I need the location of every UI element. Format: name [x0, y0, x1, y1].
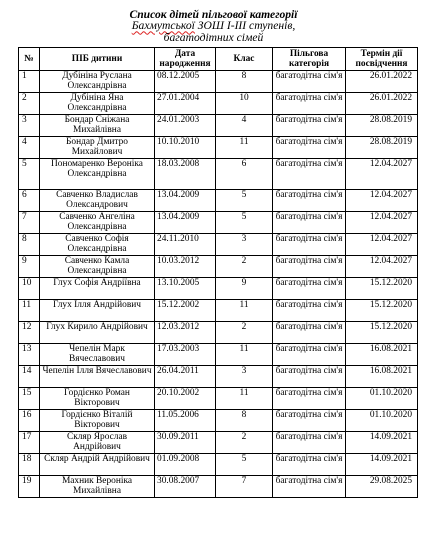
row-number: 3: [19, 115, 40, 137]
class-cell: 11: [216, 344, 273, 366]
table-header-row: [19, 48, 418, 71]
table-row: [19, 137, 418, 159]
category-cell: багатодітна сім'я: [273, 256, 346, 278]
row-number: 2: [19, 93, 40, 115]
child-name: Савченко Владислав Олександрович: [40, 190, 155, 212]
child-name: Скляр Андрій Андрійович: [40, 454, 155, 476]
title-line-1: Список дітей пільгової категорії: [129, 8, 298, 21]
birth-date: 15.12.2002: [155, 300, 216, 322]
class-cell: 3: [216, 234, 273, 256]
child-name: Глух Кирило Андрійович: [40, 322, 155, 344]
row-number: 13: [19, 344, 40, 366]
term-cell: 26.01.2022: [346, 93, 418, 115]
table-row: [19, 344, 418, 366]
category-cell: багатодітна сім'я: [273, 388, 346, 410]
category-cell: багатодітна сім'я: [273, 410, 346, 432]
term-cell: 15.12.2020: [346, 322, 418, 344]
birth-date: 18.03.2008: [155, 159, 216, 190]
title-school-rest: ЗОШ I-III ступенів,: [194, 19, 296, 33]
term-cell: 16.08.2021: [346, 344, 418, 366]
birth-date: 12.03.2012: [155, 322, 216, 344]
category-cell: багатодітна сім'я: [273, 190, 346, 212]
table-row: [19, 71, 418, 93]
header-category: Пільгова категорія: [273, 48, 346, 71]
table-row: [19, 212, 418, 234]
birth-date: 24.11.2010: [155, 234, 216, 256]
title-school-word: Бахмутської: [131, 19, 195, 33]
child-name: Гордієнко Роман Вікторович: [40, 388, 155, 410]
class-cell: 9: [216, 278, 273, 300]
class-cell: 7: [216, 476, 273, 498]
row-number: 5: [19, 159, 40, 190]
child-name: Чепелін Ілля Вячеславович: [40, 366, 155, 388]
table-row: [19, 234, 418, 256]
birth-date: 26.04.2011: [155, 366, 216, 388]
birth-date: 27.01.2004: [155, 93, 216, 115]
class-cell: 10: [216, 93, 273, 115]
document-title: [0, 0, 427, 43]
category-cell: багатодітна сім'я: [273, 322, 346, 344]
birth-date: 30.08.2007: [155, 476, 216, 498]
child-name: Глух Ілля Андрійович: [40, 300, 155, 322]
row-number: 14: [19, 366, 40, 388]
table-row: [19, 432, 418, 454]
category-cell: багатодітна сім'я: [273, 159, 346, 190]
child-name: Савченко Камла Олександрівна: [40, 256, 155, 278]
birth-date: 11.05.2006: [155, 410, 216, 432]
children-table: [18, 47, 418, 498]
row-number: 17: [19, 432, 40, 454]
birth-date: 13.04.2009: [155, 212, 216, 234]
row-number: 19: [19, 476, 40, 498]
birth-date: 30.09.2011: [155, 432, 216, 454]
child-name: Бондар Дмитро Михайлович: [40, 137, 155, 159]
birth-date: 08.12.2005: [155, 71, 216, 93]
term-cell: 12.04.2027: [346, 159, 418, 190]
term-cell: 14.09.2021: [346, 432, 418, 454]
row-number: 18: [19, 454, 40, 476]
child-name: Гордієнко Віталій Вікторович: [40, 410, 155, 432]
row-number: 8: [19, 234, 40, 256]
category-cell: багатодітна сім'я: [273, 300, 346, 322]
term-cell: 15.12.2020: [346, 278, 418, 300]
table-row: [19, 454, 418, 476]
category-cell: багатодітна сім'я: [273, 71, 346, 93]
table-body: [19, 71, 418, 498]
row-number: 6: [19, 190, 40, 212]
child-name: Глух Софія Андріївна: [40, 278, 155, 300]
class-cell: 8: [216, 71, 273, 93]
birth-date: 24.01.2003: [155, 115, 216, 137]
child-name: Бондар Сніжана Михайлівна: [40, 115, 155, 137]
term-cell: 28.08.2019: [346, 137, 418, 159]
header-birth-date: Дата народження: [155, 48, 216, 71]
term-cell: 12.04.2027: [346, 256, 418, 278]
title-line-3: багатодітних сімей: [163, 30, 264, 44]
term-cell: 01.10.2020: [346, 410, 418, 432]
row-number: 1: [19, 71, 40, 93]
child-name: Махник Вероніка Михайлівна: [40, 476, 155, 498]
table-row: [19, 159, 418, 190]
child-name: Савченко Софія Олександрівна: [40, 234, 155, 256]
category-cell: багатодітна сім'я: [273, 366, 346, 388]
class-cell: 8: [216, 410, 273, 432]
category-cell: багатодітна сім'я: [273, 278, 346, 300]
header-number: №: [19, 48, 40, 71]
row-number: 16: [19, 410, 40, 432]
category-cell: багатодітна сім'я: [273, 93, 346, 115]
class-cell: 4: [216, 115, 273, 137]
class-cell: 5: [216, 454, 273, 476]
term-cell: 12.04.2027: [346, 190, 418, 212]
term-cell: 16.08.2021: [346, 366, 418, 388]
header-name: ПІБ дитини: [40, 48, 155, 71]
table-row: [19, 115, 418, 137]
row-number: 10: [19, 278, 40, 300]
category-cell: багатодітна сім'я: [273, 344, 346, 366]
table-row: [19, 190, 418, 212]
category-cell: багатодітна сім'я: [273, 454, 346, 476]
category-cell: багатодітна сім'я: [273, 234, 346, 256]
row-number: 12: [19, 322, 40, 344]
term-cell: 15.12.2020: [346, 300, 418, 322]
term-cell: 01.10.2020: [346, 388, 418, 410]
class-cell: 11: [216, 388, 273, 410]
term-cell: 28.08.2019: [346, 115, 418, 137]
row-number: 4: [19, 137, 40, 159]
child-name: Пономаренко Вероніка Олександрівна: [40, 159, 155, 190]
table-row: [19, 410, 418, 432]
child-name: Дубініна Руслана Олександрівна: [40, 71, 155, 93]
birth-date: 10.03.2012: [155, 256, 216, 278]
category-cell: багатодітна сім'я: [273, 137, 346, 159]
row-number: 11: [19, 300, 40, 322]
row-number: 7: [19, 212, 40, 234]
class-cell: 11: [216, 300, 273, 322]
birth-date: 01.09.2008: [155, 454, 216, 476]
class-cell: 2: [216, 256, 273, 278]
table-row: [19, 366, 418, 388]
child-name: Савченко Ангеліна Олександрівна: [40, 212, 155, 234]
category-cell: багатодітна сім'я: [273, 212, 346, 234]
birth-date: 10.10.2010: [155, 137, 216, 159]
category-cell: багатодітна сім'я: [273, 115, 346, 137]
category-cell: багатодітна сім'я: [273, 432, 346, 454]
child-name: Чепелін Марк Вячеславович: [40, 344, 155, 366]
term-cell: 14.09.2021: [346, 454, 418, 476]
term-cell: 12.04.2027: [346, 234, 418, 256]
term-cell: 29.08.2025: [346, 476, 418, 498]
header-class: Клас: [216, 48, 273, 71]
child-name: Скляр Ярослав Андрійович: [40, 432, 155, 454]
birth-date: 17.03.2003: [155, 344, 216, 366]
table-row: [19, 256, 418, 278]
birth-date: 13.10.2005: [155, 278, 216, 300]
class-cell: 5: [216, 212, 273, 234]
category-cell: багатодітна сім'я: [273, 476, 346, 498]
table-row: [19, 300, 418, 322]
birth-date: 13.04.2009: [155, 190, 216, 212]
table-row: [19, 278, 418, 300]
header-term: Термін дії посвідчення: [346, 48, 418, 71]
row-number: 15: [19, 388, 40, 410]
class-cell: 6: [216, 159, 273, 190]
birth-date: 20.10.2002: [155, 388, 216, 410]
class-cell: 2: [216, 432, 273, 454]
row-number: 9: [19, 256, 40, 278]
term-cell: 26.01.2022: [346, 71, 418, 93]
table-row: [19, 93, 418, 115]
child-name: Дубініна Яна Олександрівна: [40, 93, 155, 115]
term-cell: 12.04.2027: [346, 212, 418, 234]
class-cell: 3: [216, 366, 273, 388]
table-row: [19, 388, 418, 410]
class-cell: 5: [216, 190, 273, 212]
class-cell: 2: [216, 322, 273, 344]
table-row: [19, 476, 418, 498]
table-row: [19, 322, 418, 344]
class-cell: 11: [216, 137, 273, 159]
